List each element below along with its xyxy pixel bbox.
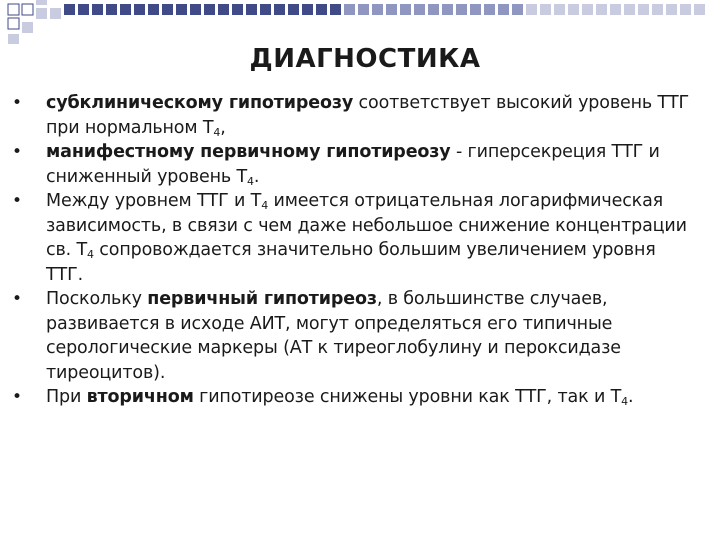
decorative-squares bbox=[0, 0, 720, 44]
bullet-text: - гиперсекреция ТТГ и сниженный уровень Т bbox=[46, 142, 660, 187]
bullet-list bbox=[0, 91, 720, 410]
bold-term: субклиническому гипотиреозу bbox=[46, 93, 354, 113]
bullet-primary-hypothyroidism-ait bbox=[0, 287, 720, 385]
bullet-subclinical-hypothyroidism bbox=[0, 91, 720, 140]
bullet-text: Поскольку bbox=[46, 289, 148, 309]
bullet-dot: • bbox=[12, 142, 22, 162]
subscript: 4 bbox=[87, 248, 94, 261]
bullet-text: Между уровнем ТТГ и Т bbox=[46, 191, 262, 211]
bullet-text: соответствует высокий уровень ТТГ при нормальном Т bbox=[46, 93, 690, 138]
bullet-text: , bbox=[220, 117, 226, 138]
bullet-text: . bbox=[253, 166, 260, 187]
bullet-text: , в большинстве случаев, развивается в исходе АИТ, могут определяться его типичные серологические маркеры (АТ к тиреоглобулину и пероксидазе тиреоцитов). bbox=[46, 289, 621, 383]
subscript: 4 bbox=[247, 174, 254, 188]
bullet-secondary-hypothyroidism bbox=[0, 385, 720, 410]
bullet-dot: • bbox=[12, 289, 22, 309]
bullet-text: имеется отрицательная логарифмическая зависимость, в связи с чем даже небольшое снижение концентрации св. Т bbox=[46, 191, 687, 260]
bullet-manifest-hypothyroidism bbox=[0, 140, 720, 189]
bullet-text: . bbox=[628, 387, 634, 407]
slide-title: ДИАГНОСТИКА bbox=[249, 44, 481, 74]
bullet-log-relationship bbox=[0, 189, 720, 287]
bullet-text: гипотиреозе снижены уровни как ТТГ, так и Т bbox=[193, 387, 622, 407]
subscript: 4 bbox=[213, 125, 221, 139]
subscript: 4 bbox=[621, 395, 628, 408]
bullet-dot: • bbox=[12, 387, 22, 407]
bullet-dot: • bbox=[12, 191, 22, 211]
bullet-text: При bbox=[46, 387, 87, 407]
bullet-text: сопровождается значительно большим увеличением уровня ТТГ. bbox=[46, 240, 656, 285]
subscript: 4 bbox=[261, 199, 269, 212]
bullet-dot: • bbox=[12, 93, 22, 113]
bold-term: вторичном bbox=[86, 387, 194, 407]
bold-term: манифестному первичному гипотиреозу bbox=[46, 142, 451, 162]
bold-term: первичный гипотиреоз bbox=[147, 289, 377, 309]
